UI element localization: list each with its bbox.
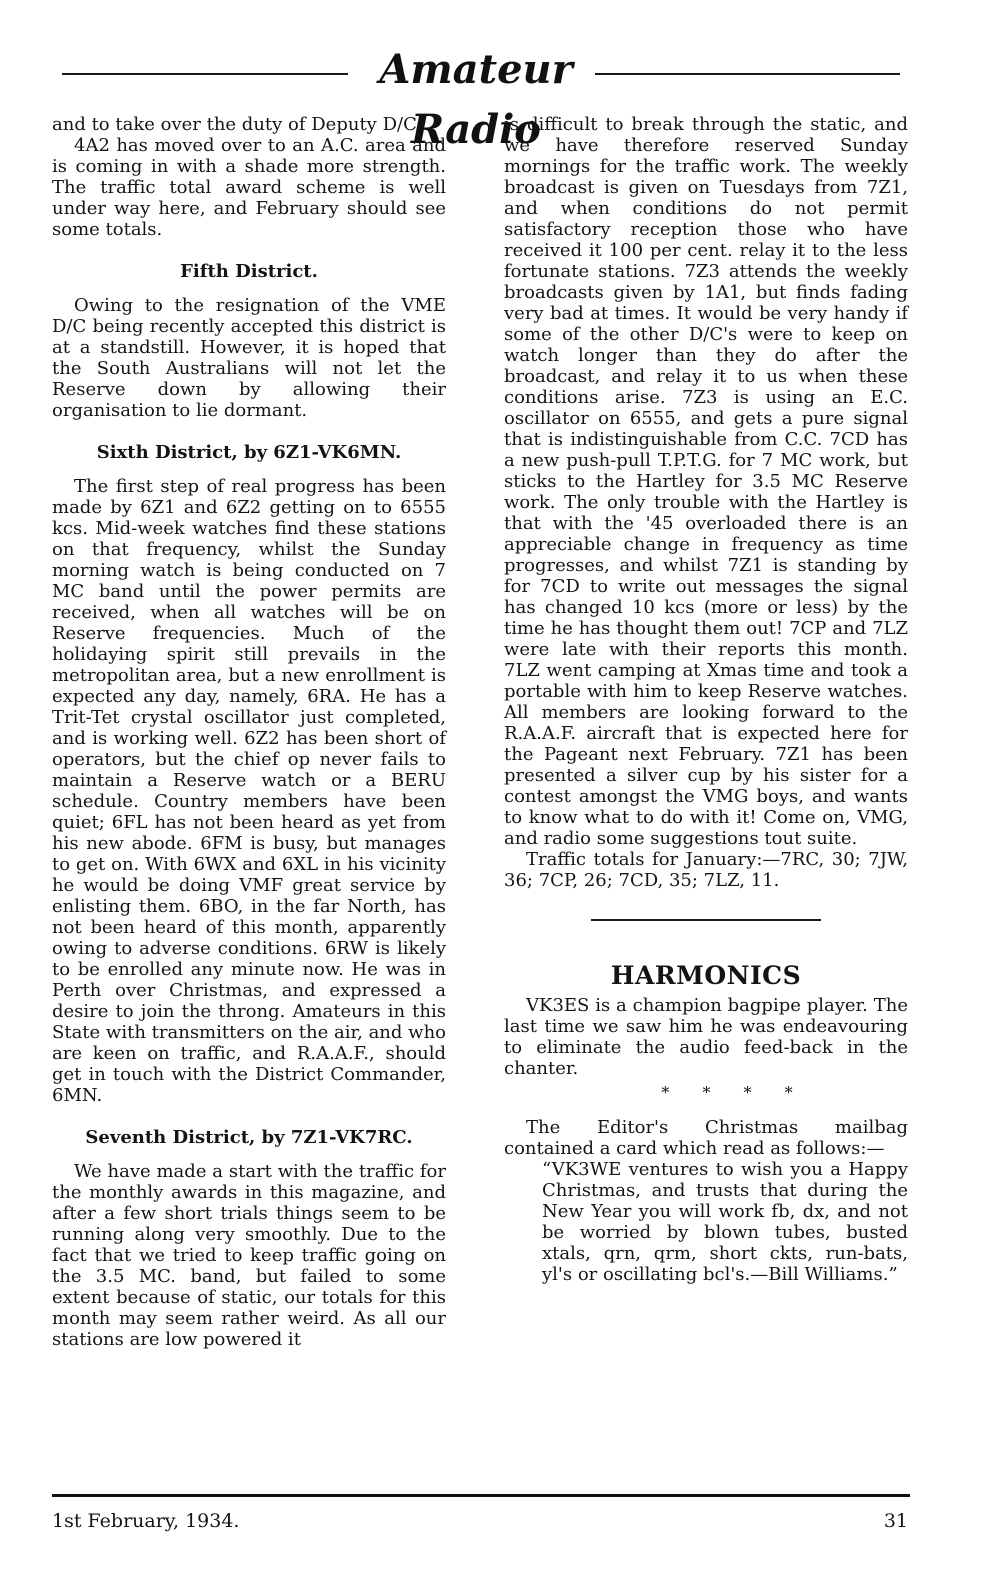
- masthead-rule-left: [62, 73, 348, 75]
- heading-harmonics: HARMONICS: [610, 961, 802, 990]
- paragraph-seventh-district: We have made a start with the traffic for the monthly awards in this magazine, and after a few short trials things seem to be running along very smoothly. Due to the fact that we tried to keep traffic going on the 3.5 MC. band, but failed to some extent because of static, our totals for this month may seem rather weird. As all our stations are low powered it: [52, 1161, 446, 1350]
- masthead-title: Amateur Radio: [379, 46, 573, 153]
- heading-sixth-district: Sixth District, by 6Z1-VK6MN.: [96, 442, 402, 463]
- paragraph-traffic-totals: Traffic totals for January:—7RC, 30; 7JW, 36; 7CP, 26; 7CD, 35; 7LZ, 11.: [504, 849, 908, 891]
- right-column: [504, 114, 908, 1285]
- page-number: 31: [883, 1510, 908, 1532]
- heading-fifth-district: Fifth District.: [180, 261, 318, 282]
- paragraph-seventh-district-continued: is difficult to break through the static, and we have therefore reserved Sunday mornings for the traffic work. The weekly broadcast is given on Tuesdays from 7Z1, and when conditions do not permit satisfactory reception those who have received it 100 per cent. relay it to the less fortunate stations. 7Z3 attends the weekly broadcasts given by 1A1, but finds fading very bad at times. It would be very handy if some of the other D/C's were to keep on watch longer than they do after the broadcast, and relay it to us when these conditions arise. 7Z3 is using an E.C. oscillator on 6555, and gets a pure signal that is indistinguishable from C.C. 7CD has a new push-pull T.P.T.G. for 7 MC work, but sticks to the Hartley for 3.5 MC Reserve work. The only trouble with the Hartley is that with the '45 overloaded there is an appreciable change in frequency as time progresses, and whilst 7Z1 is standing by for 7CD to write out messages the signal has changed 10 kcs (more or less) by the time he has thought them out! 7CP and 7LZ were late with their reports this month. 7LZ went camping at Xmas time and took a portable with him to keep Reserve watches. All members are looking forward to the R.A.A.F. aircraft that is expected here for the Pageant next February. 7Z1 has been presented a silver cup by his sister for a contest amongst the VMG boys, and wants to know what to do with it! Come on, VMG, and radio some suggestions tout suite.: [504, 114, 908, 849]
- paragraph-vk3es: VK3ES is a champion bagpipe player. The last time we saw him he was endeavouring to eliminate the audio feed-back in the chanter.: [504, 995, 908, 1079]
- paragraph-sixth-district: The first step of real progress has been made by 6Z1 and 6Z2 getting on to 6555 kcs. Mid-week watches find these stations on that frequency, whilst the Sunday morning watch is being conducted on 7 MC band until the power permits are received, when all watches will be on Reserve frequencies. Much of the holidaying spirit still prevails in the metropolitan area, but a new enrollment is expected any day, namely, 6RA. He has a Trit-Tet crystal oscillator just completed, and is working well. 6Z2 has been short of operators, but the chief op never fails to maintain a Reserve watch or a BERU schedule. Country members have been quiet; 6FL has not been heard as yet from his new abode. 6FM is busy, but manages to get on. With 6WX and 6XL in his vicinity he would be doing VMF great service by enlisting them. 6BO, in the far North, has not been heard of this month, apparently owing to adverse conditions. 6RW is likely to be enrolled any minute now. He was in Perth over Christmas, and expressed a desire to join the throng. Amateurs in this State with transmitters on the air, and who are keen on traffic, and R.A.A.F., should get in touch with the District Commander, 6MN.: [52, 476, 446, 1106]
- paragraph-4a2: 4A2 has moved over to an A.C. area and is coming in with a shade more strength. The traffic total award scheme is well under way here, and February should see some totals.: [52, 135, 446, 240]
- quote-vk3we: “VK3WE ventures to wish you a Happy Christmas, and trusts that during the New Year you will work fb, dx, and not be worried by blown tubes, busted xtals, qrn, qrm, short ckts, run-bats, yl's or oscillating bcl's.—Bill Williams.”: [542, 1159, 908, 1285]
- left-column: [52, 114, 446, 1350]
- quote-block: [542, 1159, 908, 1285]
- paragraph-fifth-district: Owing to the resignation of the VME D/C being recently accepted this district is at a standstill. However, it is hoped that the South Australians will not let the Reserve down by allowing their organisation to lie dormant.: [52, 295, 446, 421]
- heading-seventh-district: Seventh District, by 7Z1-VK7RC.: [85, 1127, 413, 1148]
- footer-rule: [52, 1494, 910, 1497]
- asterism-separator: * * * *: [661, 1083, 807, 1102]
- footer-date: 1st February, 1934.: [52, 1510, 240, 1532]
- paragraph-editor-mailbag: The Editor's Christmas mailbag contained a card which read as follows:—: [504, 1117, 908, 1159]
- paragraph-deputy-dc: and to take over the duty of Deputy D/C.: [52, 114, 422, 135]
- masthead-rule-right: [595, 73, 900, 75]
